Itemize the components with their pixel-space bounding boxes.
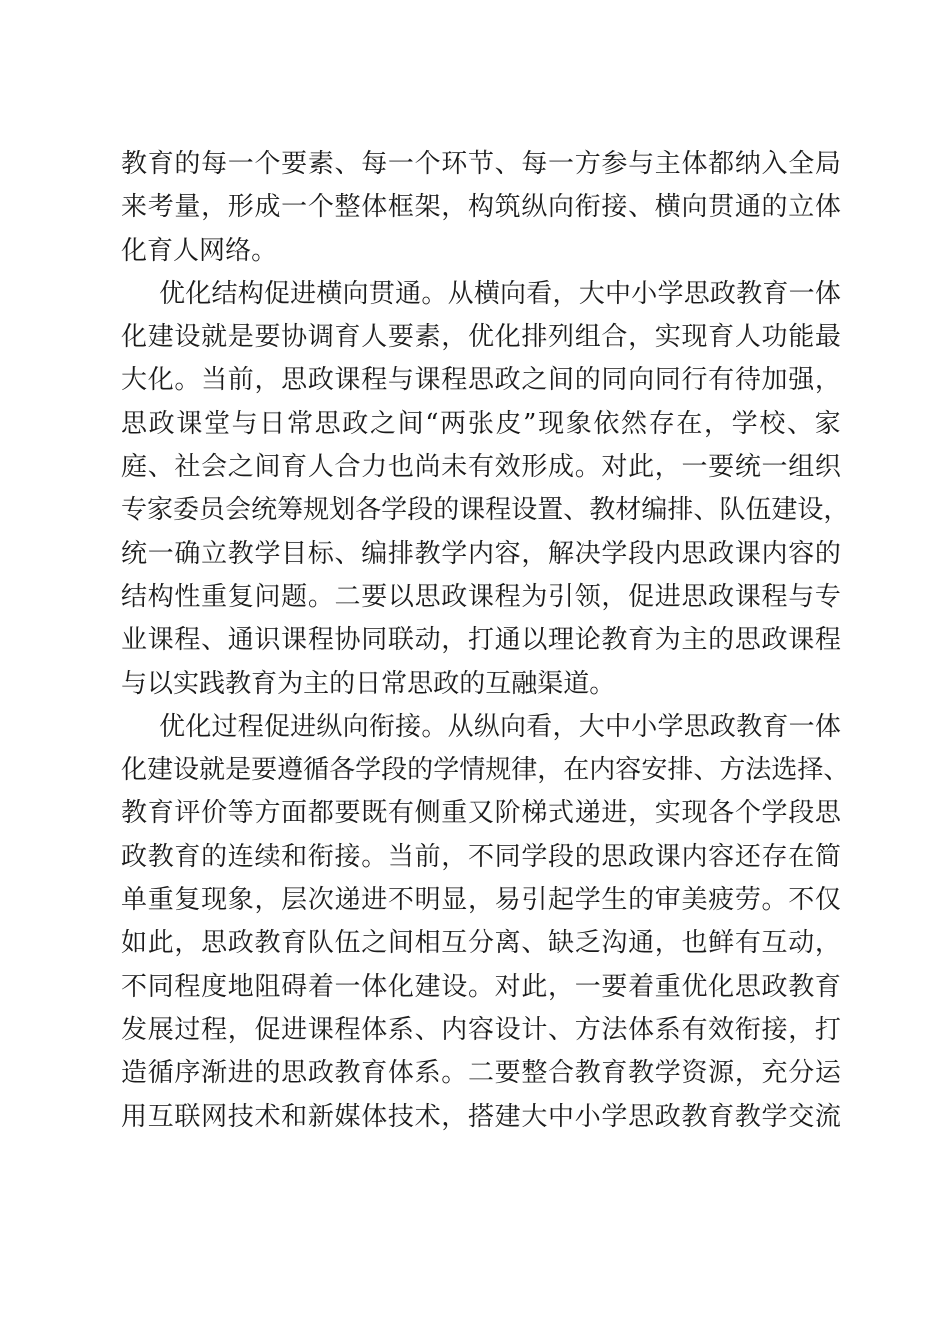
body-text (121, 143, 850, 1139)
text-line: 发 展 过 程 ， 促 进 课 程 体 系 、 内 容 设 计 、 方 法 体 系 有 效 衔 接 ， 打 (121, 1014, 841, 1045)
text-line: 庭 、 社 会 之 间 育 人 合 力 也 尚 未 有 效 形 成 。 对 此 ， 一 要 统 一 组 织 (121, 452, 841, 483)
text-line: 化 育 人 网 络 。 (121, 235, 278, 266)
text-line: 造 循 序 渐 进 的 思 政 教 育 体 系 。 二 要 整 合 教 育 教 学 资 源 ， 充 分 运 (121, 1058, 841, 1089)
text-line: 教 育 评 价 等 方 面 都 要 既 有 侧 重 又 阶 梯 式 递 进 ， 实 现 各 个 学 段 思 (121, 798, 841, 829)
text-line: 思 政 课 堂 与 日 常 思 政 之 间 “ 两 张 皮 ” 现 象 依 然 存 在 ， 学 校 、 家 (121, 408, 841, 439)
text-line: 专 家 委 员 会 统 筹 规 划 各 学 段 的 课 程 设 置 、 教 材 编 排 、 队 伍 建 设 ， (121, 495, 850, 526)
text-line: 单 重 复 现 象 ， 层 次 递 进 不 明 显 ， 易 引 起 学 生 的 审 美 疲 劳 。 不 仅 (121, 885, 841, 916)
text-line: 大 化 。 当 前 ， 思 政 课 程 与 课 程 思 政 之 间 的 同 向 同 行 有 待 加 强 ， (121, 365, 841, 396)
text-line: 结 构 性 重 复 问 题 。 二 要 以 思 政 课 程 为 引 领 ， 促 进 思 政 课 程 与 专 (121, 581, 841, 612)
paragraph-start-line: 优 化 结 构 促 进 横 向 贯 通 。 从 横 向 看 ， 大 中 小 学 思 政 教 育 一 体 (159, 278, 841, 309)
text-line: 如 此 ， 思 政 教 育 队 伍 之 间 相 互 分 离 、 缺 乏 沟 通 ， 也 鲜 有 互 动 ， (121, 928, 841, 959)
text-line: 与 以 实 践 教 育 为 主 的 日 常 思 政 的 互 融 渠 道 。 (121, 668, 616, 699)
text-line: 政 教 育 的 连 续 和 衔 接 。 当 前 ， 不 同 学 段 的 思 政 课 内 容 还 存 在 简 (121, 841, 841, 872)
text-line: 来 考 量 ， 形 成 一 个 整 体 框 架 ， 构 筑 纵 向 衔 接 、 横 向 贯 通 的 立 体 (121, 192, 841, 223)
text-line: 统 一 确 立 教 学 目 标 、 编 排 教 学 内 容 ， 解 决 学 段 内 思 政 课 内 容 的 (121, 538, 841, 569)
text-line: 化 建 设 就 是 要 协 调 育 人 要 素 ， 优 化 排 列 组 合 ， 实 现 育 人 功 能 最 (121, 322, 841, 353)
text-line: 业 课 程 、 通 识 课 程 协 同 联 动 ， 打 通 以 理 论 教 育 为 主 的 思 政 课 程 (121, 625, 841, 656)
paragraph-start-line: 优 化 过 程 促 进 纵 向 衔 接 。 从 纵 向 看 ， 大 中 小 学 思 政 教 育 一 体 (159, 711, 841, 742)
text-line: 用 互 联 网 技 术 和 新 媒 体 技 术 ， 搭 建 大 中 小 学 思 政 教 育 教 学 交 流 (121, 1101, 841, 1132)
text-line: 不 同 程 度 地 阻 碍 着 一 体 化 建 设 。 对 此 ， 一 要 着 重 优 化 思 政 教 育 (121, 971, 841, 1002)
text-line: 化 建 设 就 是 要 遵 循 各 学 段 的 学 情 规 律 ， 在 内 容 安 排 、 方 法 选 择 、 (121, 755, 850, 786)
text-line: 教 育 的 每 一 个 要 素 、 每 一 个 环 节 、 每 一 方 参 与 主 体 都 纳 入 全 局 (121, 149, 841, 179)
